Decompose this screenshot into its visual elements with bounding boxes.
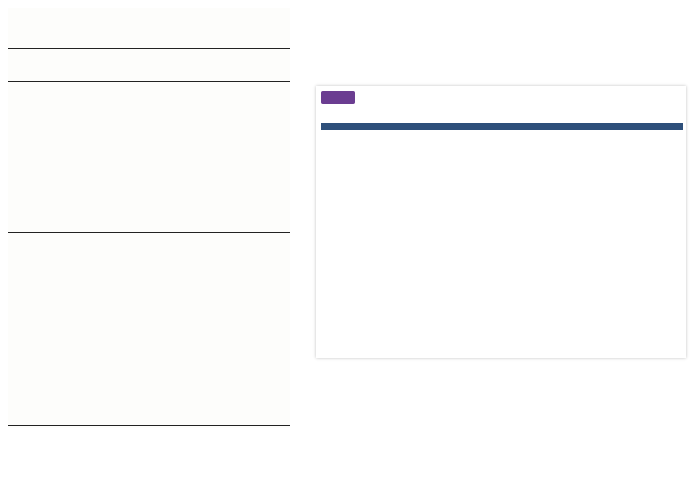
page-bottom-rule: [8, 425, 290, 426]
header-rule: [8, 48, 290, 49]
table-1-badge: [321, 91, 355, 104]
age-header-row: [321, 123, 683, 130]
immunization-schedule-2025: [316, 86, 686, 358]
column-header-rule: [8, 81, 290, 82]
table-bottom-rule: [8, 232, 290, 233]
old-journal-page: [8, 8, 290, 428]
